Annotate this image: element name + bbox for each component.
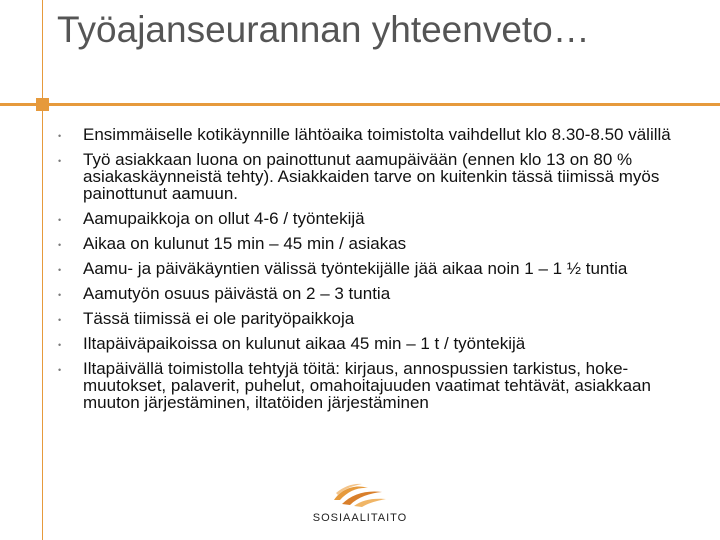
bullet-icon: •	[58, 240, 62, 250]
bullet-icon: •	[58, 290, 62, 300]
logo-text: SOSIAALITAITO	[312, 512, 408, 524]
bullet-text: Aamu- ja päiväkäyntien välissä työntekijälle jää aikaa noin 1 – 1 ½ tuntia	[83, 259, 628, 278]
bullet-text: Työ asiakkaan luona on painottunut aamupäivään (ennen klo 13 on 80 % asiakaskäynneistä tehty). Asiakkaiden tarve on kuitenkin tässä tiimissä myös painottunut aamuun.	[83, 150, 660, 203]
bullet-icon: •	[58, 215, 62, 225]
logo-swoosh-icon	[328, 478, 392, 510]
bullet-item	[56, 235, 696, 252]
bullet-text: Iltapäiväpaikoissa on kulunut aikaa 45 min – 1 t / työntekijä	[83, 334, 526, 353]
bullet-text: Aamutyön osuus päivästä on 2 – 3 tuntia	[83, 284, 391, 303]
bullet-item	[56, 360, 696, 411]
bullet-icon: •	[58, 315, 62, 325]
bullet-item	[56, 285, 696, 302]
bullet-item	[56, 310, 696, 327]
title-divider	[0, 98, 720, 110]
bullet-text: Iltapäivällä toimistolla tehtyjä töitä: kirjaus, annospussien tarkistus, hoke-muutokset, palaverit, puhelut, omahoitajuuden vaatimat tehtävät, asiakkaan muuton järjestäminen, iltatöiden järjestäminen	[83, 359, 651, 412]
left-accent-line	[42, 0, 43, 540]
bullet-item	[56, 126, 696, 143]
bullet-text: Tässä tiimissä ei ole parityöpaikkoja	[83, 309, 355, 328]
bullet-text: Aikaa on kulunut 15 min – 45 min / asiakas	[83, 234, 407, 253]
title-divider-square	[36, 98, 49, 111]
bullet-text: Ensimmäiselle kotikäynnille lähtöaika toimistolta vaihdellut klo 8.30-8.50 välillä	[83, 125, 671, 144]
bullet-item	[56, 335, 696, 352]
bullet-item	[56, 210, 696, 227]
bullet-icon: •	[58, 131, 62, 141]
bullet-item	[56, 260, 696, 277]
bullet-item	[56, 151, 696, 202]
bullet-text: Aamupaikkoja on ollut 4-6 / työntekijä	[83, 209, 365, 228]
slide-title: Työajanseurannan yhteenveto…	[57, 9, 590, 50]
bullet-icon: •	[58, 265, 62, 275]
sosiaalitaito-logo	[300, 478, 420, 530]
bullet-icon: •	[58, 340, 62, 350]
bullet-icon: •	[58, 156, 62, 166]
bullet-list	[56, 126, 696, 419]
title-divider-right	[49, 103, 720, 106]
bullet-icon: •	[58, 365, 62, 375]
